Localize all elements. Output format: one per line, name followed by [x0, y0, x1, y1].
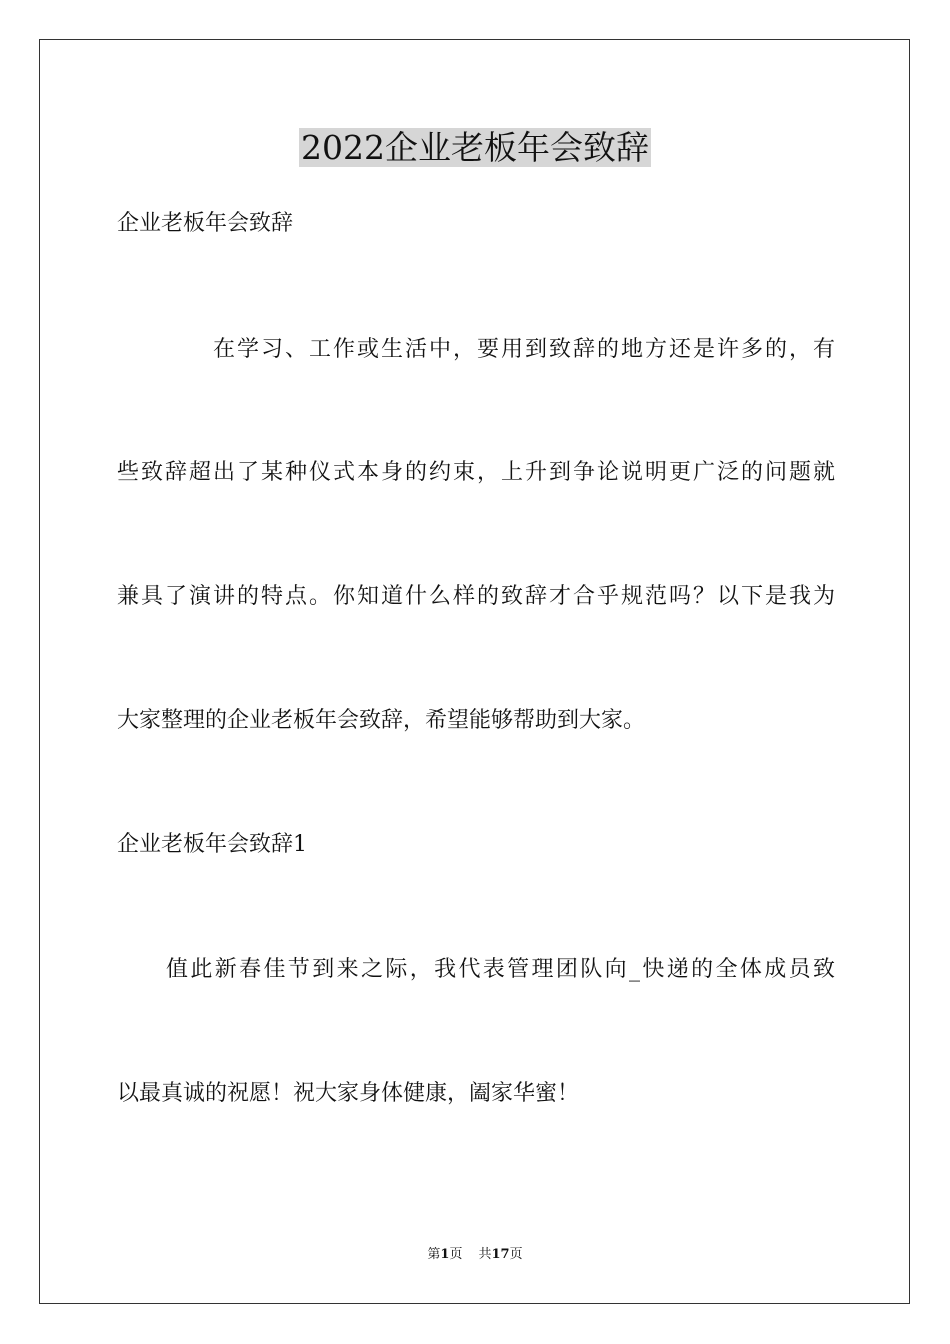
body-line-1: 值此新春佳节到来之际，我代表管理团队向_快递的全体成员致: [166, 957, 835, 982]
footer-total-pages: 17: [491, 1247, 510, 1262]
footer-total-prefix: 共: [478, 1247, 492, 1262]
page-footer: [0, 1246, 950, 1264]
intro-line-2: 些致辞超出了某种仪式本身的约束，上升到争论说明更广泛的问题就: [117, 460, 835, 485]
footer-total-suffix: 页: [509, 1247, 523, 1262]
intro-line-3: 兼具了演讲的特点。你知道什么样的致辞才合乎规范吗？以下是我为: [117, 584, 835, 609]
document-title: [0, 128, 950, 168]
footer-page-prefix: 第: [427, 1247, 441, 1262]
footer-page-suffix: 页: [449, 1247, 463, 1262]
intro-line-1: 在学习、工作或生活中，要用到致辞的地方还是许多的，有: [213, 337, 835, 362]
section-heading: 企业老板年会致辞1: [117, 832, 307, 857]
document-subtitle: 企业老板年会致辞: [117, 211, 294, 236]
body-line-2: 以最真诚的祝愿！祝大家身体健康，阖家华蜜！: [117, 1081, 580, 1106]
document-title-text: 2022企业老板年会致辞: [301, 128, 649, 167]
intro-line-4: 大家整理的企业老板年会致辞，希望能够帮助到大家。: [117, 708, 646, 733]
footer-page-number: 1: [440, 1247, 450, 1262]
